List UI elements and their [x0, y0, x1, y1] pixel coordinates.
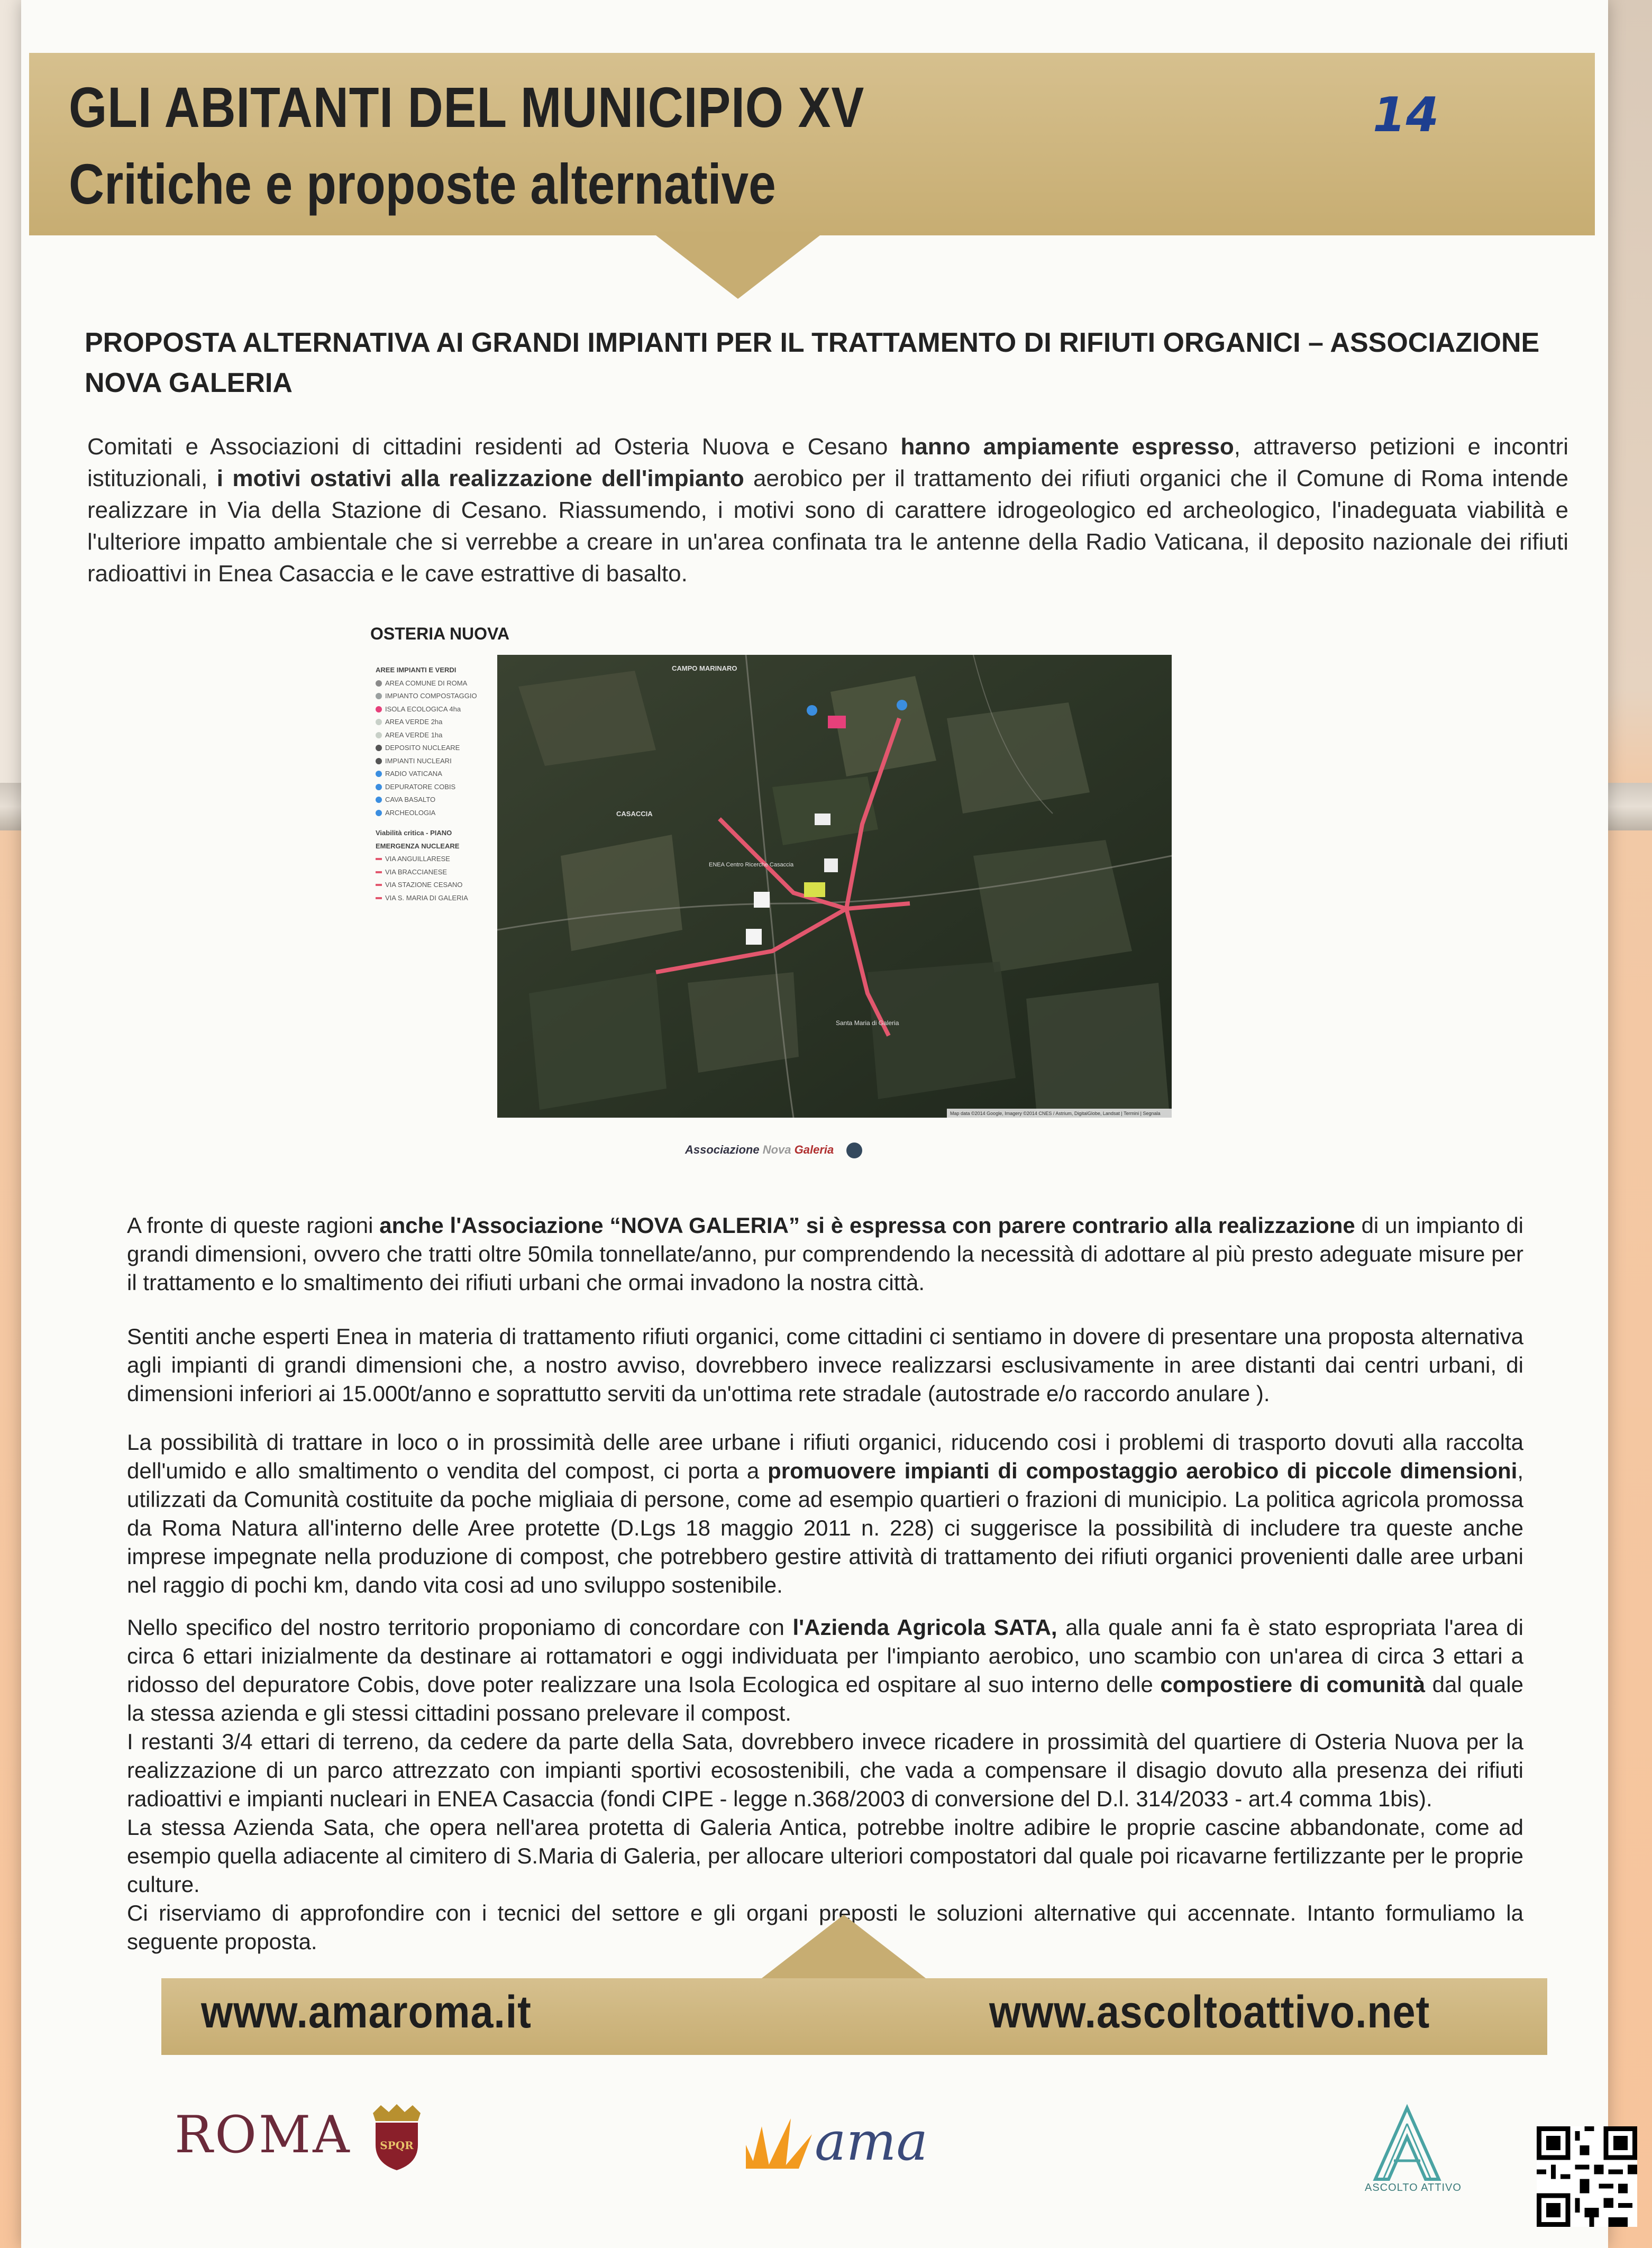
legend-item	[376, 677, 497, 690]
map-label: OSTERIA NUOVA	[370, 624, 510, 643]
legend-label: VIA BRACCIANESE	[385, 867, 448, 876]
header-title: GLI ABITANTI DEL MUNICIPIO XV	[69, 75, 865, 139]
intro-text: , attraverso petizioni e incontri istituzionali,	[87, 434, 1568, 491]
legend-label: ISOLA ECOLOGICA 4ha	[385, 705, 461, 713]
body-text: La stessa Azienda Sata, che opera nell'area protetta di Galeria Antica, potrebbe inoltre adibire le proprie cascine abbandonate, come ad esempio quella adiacente al cimitero di S.Maria di Galeria, per allocare ulteriori compostatori dal quale poi ricavarne fertilizzante per le proprie culture.	[127, 1815, 1523, 1897]
legend-symbol-icon	[376, 745, 382, 751]
section-heading: PROPOSTA ALTERNATIVA AI GRANDI IMPIANTI PER IL TRATTAMENTO DI RIFIUTI ORGANICI – ASSOCIAZIONE NOVA GALERIA	[85, 327, 1540, 398]
legend-item	[376, 793, 497, 807]
spqr-text: SPQR	[380, 2139, 414, 2152]
ama-logo-text: ama	[815, 2110, 928, 2172]
header-subtitle: Critiche e proposte alternative	[69, 152, 776, 216]
body-text: di un impianto di grandi dimensioni, ovvero che tratti oltre 50mila tonnellate/anno, pur comprendendo la necessità di adottare al più presto adeguate misure per il trattamento e lo smaltimento dei rifiuti urbani che ormai invadono la nostra città.	[127, 1213, 1524, 1295]
legend-symbol-icon	[376, 810, 382, 816]
legend-label: VIA S. MARIA DI GALERIA	[385, 893, 468, 902]
legend-label: VIA STAZIONE CESANO	[385, 881, 463, 889]
legend-item	[376, 755, 497, 768]
legend-items	[376, 677, 497, 820]
legend-item	[376, 729, 497, 742]
legend-item	[376, 716, 497, 729]
legend-item	[376, 767, 497, 781]
legend-symbol-icon	[376, 706, 382, 712]
legend-label: DEPURATORE COBIS	[385, 782, 456, 791]
legend-label: IMPIANTI NUCLEARI	[385, 756, 452, 765]
intro-text: Comitati e Associazioni di cittadini residenti ad Osteria Nuova e Cesano	[87, 434, 888, 460]
wall-left	[0, 0, 21, 783]
intro-bold: i motivi ostativi alla realizzazione dell'impianto	[216, 465, 744, 491]
legend-label: AREA VERDE 1ha	[385, 730, 443, 739]
body-paragraph-4	[127, 1613, 1523, 1956]
body-text: alla quale anni fa è stato espropriata l'area di circa 6 ettari inizialmente da destinare ai rottamatori e oggi individuata per l'impianto aerobico, uno scambio con un'area di circa 3 ettari a ridosso del depuratore Cobis, dove poter realizzare una Isola Ecologica ed ospitare al suo interno delle	[127, 1615, 1523, 1697]
legend-road	[376, 892, 497, 905]
legend-item	[376, 742, 497, 755]
road-line-icon	[376, 858, 382, 860]
page-number: 14	[1373, 87, 1439, 143]
road-line-icon	[376, 897, 382, 899]
body-text: Nello specifico del nostro territorio proponiamo di concordare con	[127, 1615, 784, 1640]
map-attribution: Map data ©2014 Google, Imagery ©2014 CNES / Astrium, DigitalGlobe, Landsat | Termini | Segnala	[950, 1111, 1161, 1116]
body-text: Ci riserviamo di approfondire con i tecnici del settore e gli organi preposti le soluzioni alternative qui accennate. Intanto formuliamo la seguente proposta.	[127, 1900, 1523, 1954]
legend-symbol-icon	[376, 680, 382, 687]
legend-label: VIA ANGUILLARESE	[385, 855, 450, 863]
ascolto-attivo-text: ASCOLTO ATTIVO	[1365, 2182, 1462, 2194]
body-paragraph-1	[127, 1211, 1523, 1297]
intro-bold: hanno ampiamente espresso	[900, 434, 1234, 460]
legend-item	[376, 703, 497, 716]
legend-symbol-icon	[376, 758, 382, 764]
legend-road	[376, 879, 497, 892]
satellite-map[interactable]	[497, 655, 1172, 1118]
map-place-casaccia: CASACCIA	[616, 810, 653, 818]
intro-paragraph	[87, 431, 1568, 590]
body-bold: l'Azienda Agricola SATA,	[792, 1615, 1057, 1640]
logo-text: Nova	[762, 1143, 791, 1156]
body-text: Sentiti anche esperti Enea in materia di trattamento rifiuti organici, come cittadini ci sentiamo in dovere di presentare una proposta alternativa agli impianti di grandi dimensioni che, a nostro avviso, dovrebbero invece realizzarsi esclusivamente in aree distanti dai centri urbani, di dimensioni inferiori ai 15.000t/anno e soprattutto serviti da un'ottima rete stradale (autostrade e/o raccordo anulare ).	[127, 1324, 1523, 1406]
legend-label: IMPIANTO COMPOSTAGGIO	[385, 692, 477, 700]
spqr-crest-icon	[368, 2103, 426, 2171]
legend-item	[376, 690, 497, 703]
map-image	[497, 655, 1172, 1118]
ascolto-attivo-icon	[1365, 2103, 1449, 2187]
map-legend	[376, 664, 497, 904]
roma-logo: ROMA	[175, 2105, 352, 2164]
legend-symbol-icon	[376, 732, 382, 738]
legend-symbol-icon	[376, 771, 382, 777]
url-amaroma[interactable]: www.amaroma.it	[201, 1987, 532, 2037]
legend-label: CAVA BASALTO	[385, 796, 436, 803]
road-line-icon	[376, 884, 382, 886]
body-paragraph-2	[127, 1322, 1523, 1408]
legend-road	[376, 853, 497, 866]
logo-text: Galeria	[794, 1143, 834, 1156]
legend-roads	[376, 853, 497, 904]
legend-heading: Viabilità critica - PIANO EMERGENZA NUCLEARE	[376, 829, 460, 850]
legend-item	[376, 807, 497, 820]
url-ascoltoattivo[interactable]: www.ascoltoattivo.net	[989, 1987, 1430, 2037]
body-bold: promuovere impianti di compostaggio aerobico di piccole dimensioni	[768, 1458, 1518, 1483]
map-place-enea: ENEA Centro Ricerche Casaccia	[709, 862, 794, 868]
body-paragraph-3	[127, 1428, 1523, 1600]
intro-text: aerobico per il trattamento dei rifiuti organici che il Comune di Roma intende realizzare in Via della Stazione di Cesano. Riassumendo, i motivi sono di carattere idrogeologico ed archeologico, l'inadeguata viabilità e l'ulteriore impatto ambientale che si verrebbe a creare in un'area confinata tra le antenne della Radio Vaticana, il deposito nazionale dei rifiuti radioattivi in Enea Casaccia e le cave estrattive di basalto.	[87, 465, 1568, 587]
map-place-smg: Santa Maria di Galeria	[836, 1019, 899, 1027]
legend-road	[376, 866, 497, 879]
legend-label: AREA VERDE 2ha	[385, 718, 443, 726]
body-text: I restanti 3/4 ettari di terreno, da cedere da parte della Sata, dovrebbero invece ricadere in prossimità del quartiere di Osteria Nuova per la realizzazione di un parco attrezzato con impianti sportivi ecosostenibili, che vada a compensare il disagio dovuto alla presenza dei rifiuti radioattivi e impianti nucleari in ENEA Casaccia (fondi CIPE - legge n.368/2003 di conversione del D.l. 314/2033 - art.4 comma 1bis).	[127, 1729, 1523, 1811]
map-place-campo: CAMPO MARINARO	[672, 664, 737, 672]
logo-text: Associazione	[685, 1143, 760, 1156]
legend-label: ARCHEOLOGIA	[385, 808, 436, 817]
legend-label: AREA COMUNE DI ROMA	[385, 679, 468, 687]
body-bold: compostiere di comunità	[1160, 1672, 1426, 1697]
globe-icon	[846, 1143, 862, 1158]
body-text: , utilizzati da Comunità costituite da poche migliaia di persone, come ad esempio quartieri o frazioni di municipio. La politica agricola promossa da Roma Natura all'interno delle Aree protette (D.Lgs 18 maggio 2011 n. 228) ci suggerisce la possibilità di includere tra queste anche imprese impegnate nella produzione di compost, che potrebbero gestire attività di trattamento dei rifiuti organici provenienti dalle aree urbani nel raggio di pochi km, dando vita cosi ad uno sviluppo sostenibile.	[127, 1458, 1523, 1597]
body-text: A fronte di queste ragioni	[127, 1213, 373, 1238]
qr-code-icon[interactable]	[1537, 2126, 1637, 2227]
nova-galeria-logo	[685, 1143, 862, 1158]
body-text: La possibilità di trattare in loco o in prossimità delle aree urbane i rifiuti organici, riducendo cosi i problemi di trasporto dovuti alla raccolta dell'umido e allo smaltimento o vendita del compost, ci porta a	[127, 1430, 1523, 1483]
road-line-icon	[376, 871, 382, 873]
body-bold: anche l'Associazione “NOVA GALERIA” si è espressa con parere contrario alla realizzazione	[379, 1213, 1355, 1238]
legend-symbol-icon	[376, 693, 382, 699]
footer-band-arrow	[762, 1915, 926, 1978]
legend-symbol-icon	[376, 797, 382, 803]
body-text: dal quale la stessa azienda e gli stessi cittadini possano prelevare il compost.	[127, 1672, 1523, 1725]
legend-label: RADIO VATICANA	[385, 770, 442, 778]
header-band-arrow	[656, 235, 820, 299]
legend-symbol-icon	[376, 719, 382, 725]
legend-heading: AREE IMPIANTI E VERDI	[376, 666, 457, 674]
legend-symbol-icon	[376, 784, 382, 790]
legend-item	[376, 781, 497, 794]
legend-label: DEPOSITO NUCLEARE	[385, 744, 460, 752]
